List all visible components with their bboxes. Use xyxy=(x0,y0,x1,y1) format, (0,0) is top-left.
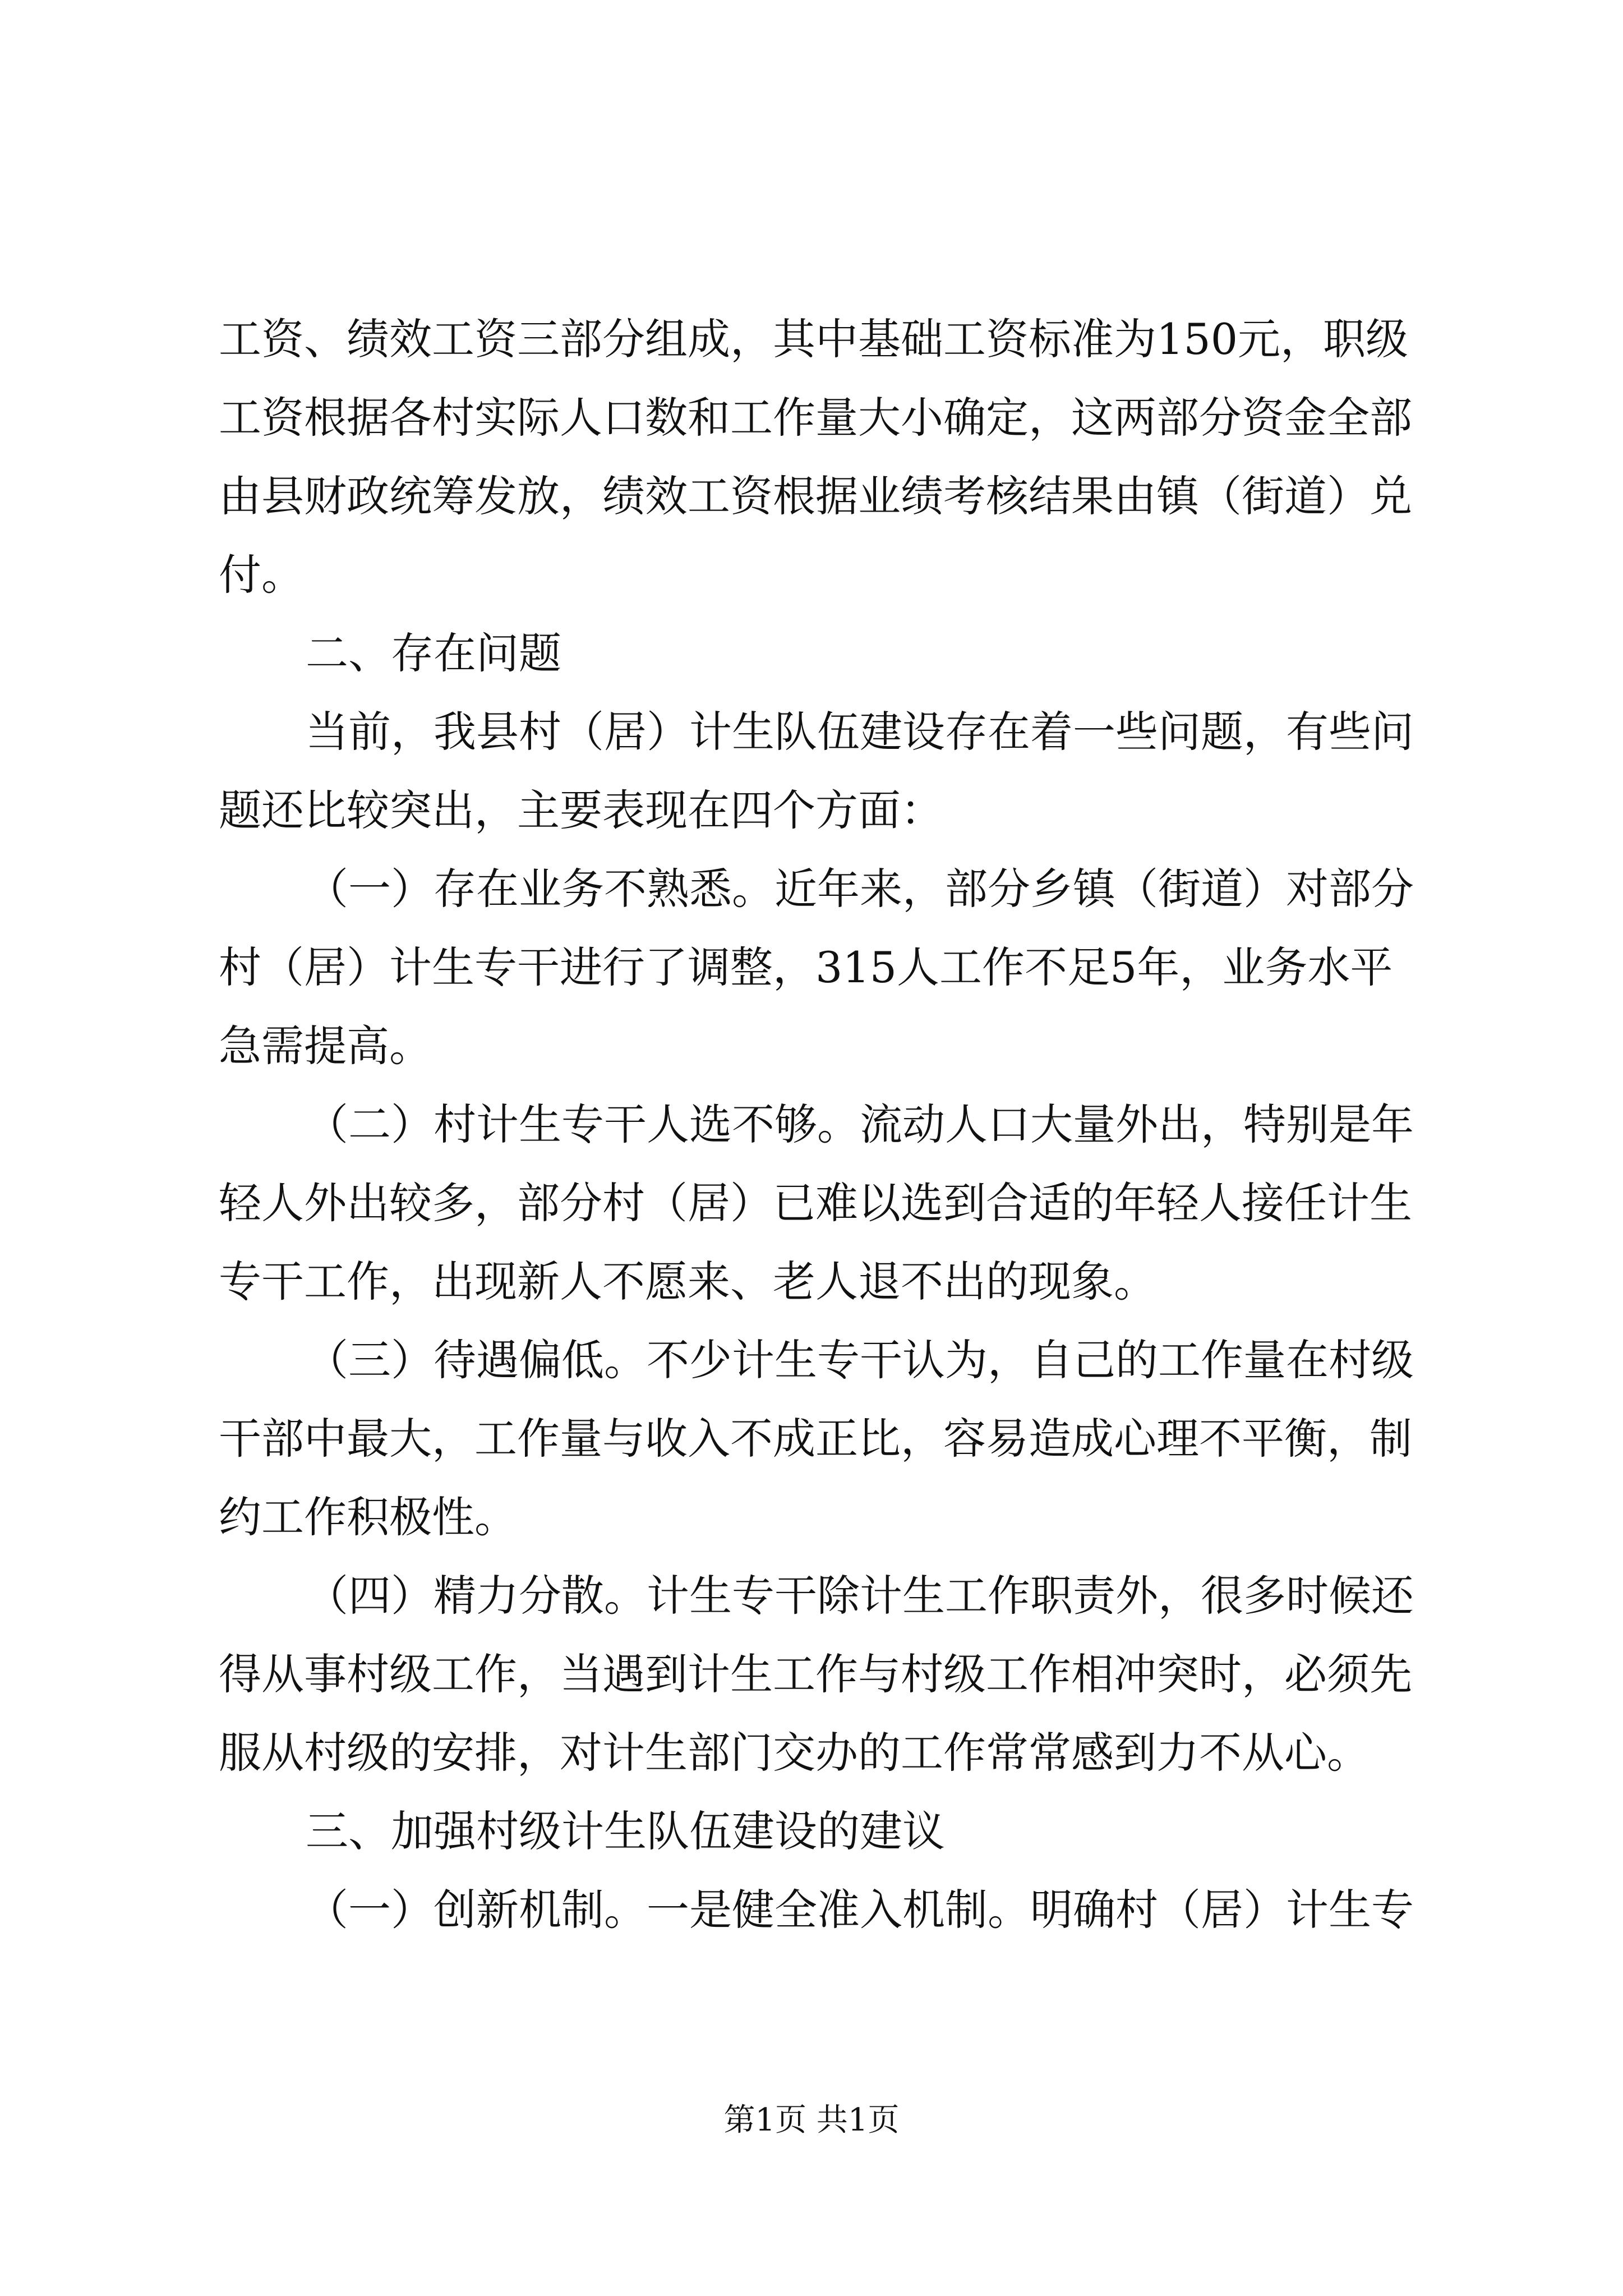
body-line-9: 村（居）计生专干进行了调整，315人工作不足5年，业务水平 xyxy=(219,942,1393,992)
body-line-16: 约工作积极性。 xyxy=(219,1492,517,1542)
body-line-18: 得从事村级工作，当遇到计生工作与村级工作相冲突时，必须先 xyxy=(219,1649,1412,1699)
body-line-7: 题还比较突出，主要表现在四个方面： xyxy=(219,785,943,835)
body-line-14: （三）待遇偏低。不少计生专干认为，自己的工作量在村级 xyxy=(306,1335,1414,1385)
body-line-1: 工资、绩效工资三部分组成，其中基础工资标准为150元，职级 xyxy=(219,314,1409,364)
body-line-12: 轻人外出较多，部分村（居）已难以选到合适的年轻人接任计生 xyxy=(219,1178,1412,1228)
body-line-10: 急需提高。 xyxy=(219,1021,432,1071)
section-heading-2: 二、存在问题 xyxy=(306,628,561,678)
body-line-2: 工资根据各村实际人口数和工作量大小确定，这两部分资金全部 xyxy=(219,393,1412,443)
body-line-3: 由县财政统筹发放，绩效工资根据业绩考核结果由镇（街道）兑 xyxy=(219,471,1412,521)
page-footer: 第1页 共1页 xyxy=(723,2102,900,2138)
body-line-6: 当前，我县村（居）计生队伍建设存在着一些问题，有些问 xyxy=(306,707,1414,757)
body-line-21: （一）创新机制。一是健全准入机制。明确村（居）计生专 xyxy=(306,1885,1414,1935)
body-line-15: 干部中最大，工作量与收入不成正比，容易造成心理不平衡，制 xyxy=(219,1414,1412,1464)
body-line-4: 付。 xyxy=(219,550,304,600)
body-line-13: 专干工作，出现新人不愿来、老人退不出的现象。 xyxy=(219,1257,1156,1306)
body-line-11: （二）村计生专干人选不够。流动人口大量外出，特别是年 xyxy=(306,1099,1414,1149)
body-line-17: （四）精力分散。计生专干除计生工作职责外，很多时候还 xyxy=(306,1571,1414,1621)
body-line-8: （一）存在业务不熟悉。近年来，部分乡镇（街道）对部分 xyxy=(306,864,1414,914)
section-heading-3: 三、加强村级计生队伍建设的建议 xyxy=(306,1806,945,1856)
body-line-19: 服从村级的安排，对计生部门交办的工作常常感到力不从心。 xyxy=(219,1728,1370,1778)
